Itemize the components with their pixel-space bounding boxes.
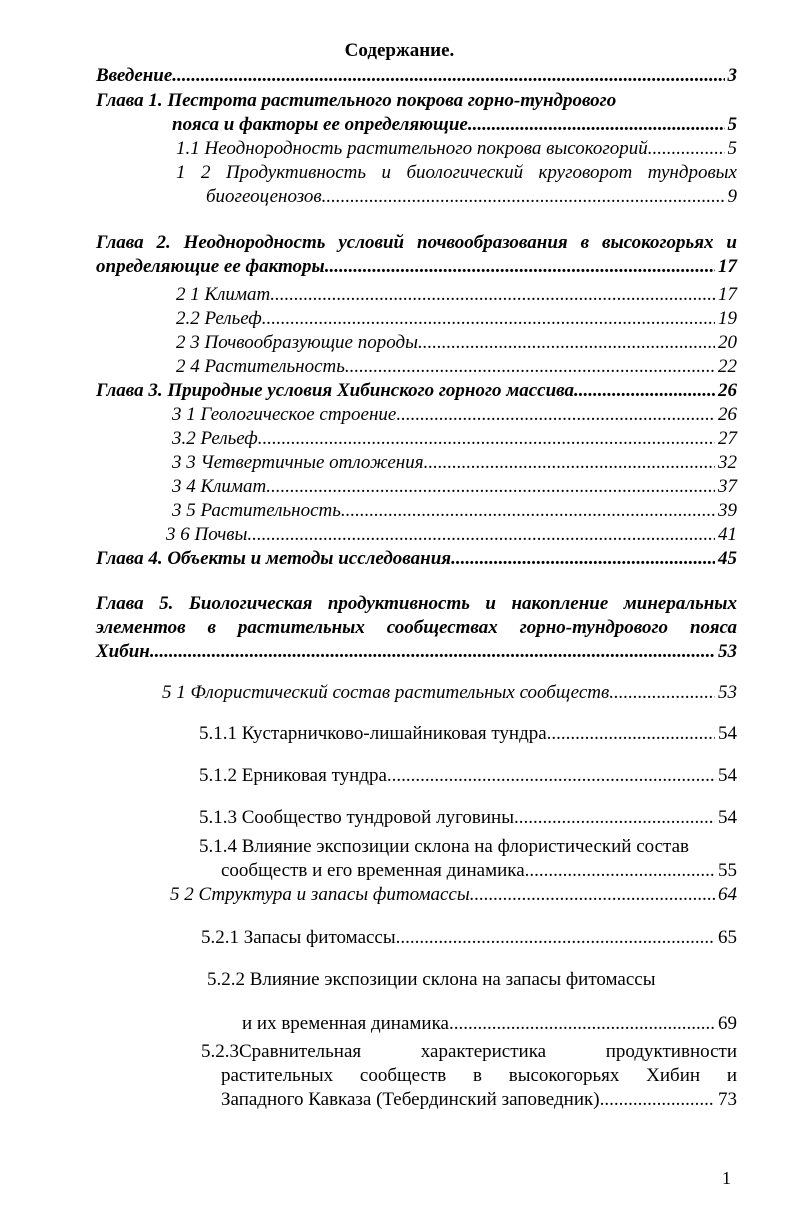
toc-section-3-5: 3 5 Растительность ..... 39 <box>172 499 737 523</box>
toc-section-1-1: 1.1 Неоднородность растительного покрова высокогорий ..... 5 <box>176 137 737 161</box>
toc-section-2-1: 2 1 Климат ..... 17 <box>176 283 737 307</box>
toc-section-1-2: биогеоценозов ..... 9 <box>206 185 737 209</box>
toc-section-5-2-3-line1: 5.2.3Сравнительная характеристика продуктивности <box>201 1041 737 1062</box>
toc-section-5-2-2: и их временная динамика ..... 69 <box>242 1012 737 1036</box>
toc-chapter-1: пояса и факторы ее определяющие ..... 5 <box>172 113 737 137</box>
toc-section-5-1-3: 5.1.3 Сообщество тундровой луговины ..... 54 <box>199 806 737 830</box>
toc-title: Содержание. <box>344 40 455 61</box>
toc-section-3-2: 3.2 Рельеф ..... 27 <box>172 427 737 451</box>
toc-chapter-1-line1: Глава 1. Пестрота растительного покрова горно-тундрового <box>96 90 617 111</box>
toc-chapter-2: определяющие ее факторы ..... 17 <box>96 255 737 279</box>
toc-section-3-3: 3 3 Четвертичные отложения ..... 32 <box>172 451 737 475</box>
toc-section-3-6: 3 6 Почвы ..... 41 <box>166 523 737 547</box>
toc-chapter-5: Хибин ..... 53 <box>96 640 737 664</box>
toc-section-5-1-2: 5.1.2 Ерниковая тундра ..... 54 <box>199 764 737 788</box>
toc-chapter-5-line1: Глава 5. Биологическая продуктивность и накопление минеральных <box>96 593 737 614</box>
toc-section-3-1: 3 1 Геологическое строение ..... 26 <box>172 403 737 427</box>
toc-entry-intro: Введение ..... 3 <box>96 64 737 88</box>
toc-section-5-1-4: сообществ и его временная динамика ..... 55 <box>221 859 737 883</box>
toc-section-5-2-3: Западного Кавказа (Тебердинский заповедник) ..... 73 <box>221 1088 737 1112</box>
toc-section-5-2-2-line1: 5.2.2 Влияние экспозиции склона на запасы фитомассы <box>207 969 656 990</box>
toc-section-5-2: 5 2 Структура и запасы фитомассы ..... 64 <box>170 883 737 907</box>
toc-section-5-1-4-line1: 5.1.4 Влияние экспозиции склона на флористический состав <box>199 836 690 857</box>
toc-section-3-4: 3 4 Климат ..... 37 <box>172 475 737 499</box>
toc-section-5-2-3-line2: растительных сообществ в высокогорьях Хибин и <box>221 1065 737 1086</box>
toc-section-2-3: 2 3 Почвообразующие породы ..... 20 <box>176 331 737 355</box>
toc-section-2-2: 2.2 Рельеф ..... 19 <box>176 307 737 331</box>
page-number: 1 <box>722 1168 731 1188</box>
toc-section-5-1: 5 1 Флористический состав растительных сообществ ..... 53 <box>162 681 737 705</box>
toc-chapter-5-line2: элементов в растительных сообществах горно-тундрового пояса <box>96 617 737 638</box>
toc-chapter-2-line1: Глава 2. Неоднородность условий почвообразования в высокогорьях и <box>96 232 737 253</box>
toc-chapter-3: Глава 3. Природные условия Хибинского горного массива ..... 26 <box>96 379 737 403</box>
toc-chapter-4: Глава 4. Объекты и методы исследования ..... 45 <box>96 547 737 571</box>
toc-section-5-1-1: 5.1.1 Кустарничково-лишайниковая тундра ..... 54 <box>199 722 737 746</box>
toc-section-1-2-line1: 1 2 Продуктивность и биологический круговорот тундровых <box>176 162 737 183</box>
toc-section-2-4: 2 4 Растительность ..... 22 <box>176 355 737 379</box>
toc-section-5-2-1: 5.2.1 Запасы фитомассы ..... 65 <box>201 926 737 950</box>
